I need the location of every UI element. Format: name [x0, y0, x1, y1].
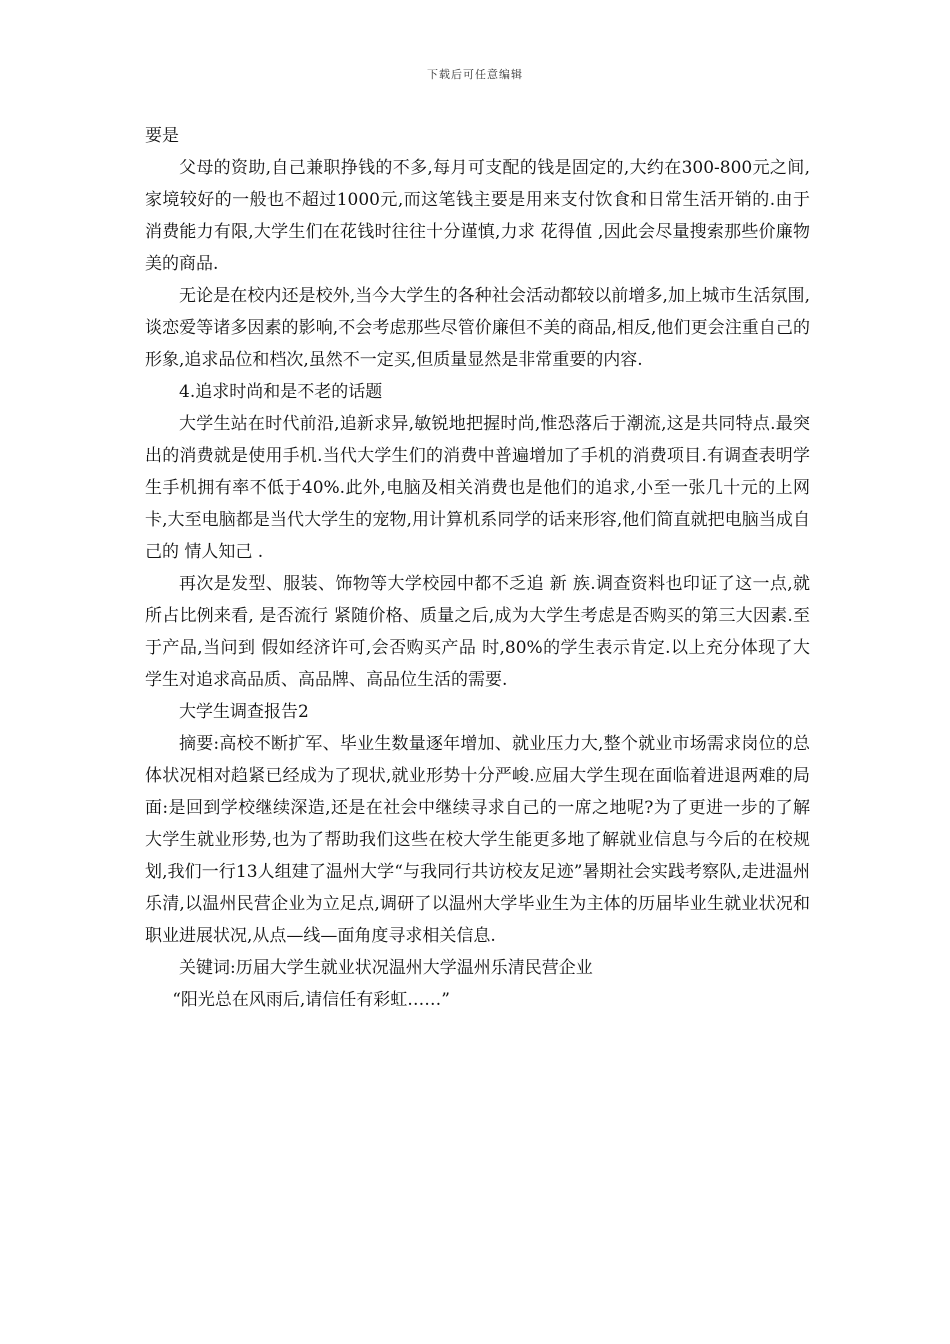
paragraph-quality: 无论是在校内还是校外,当今大学生的各种社会活动都较以前增多,加上城市生活氛围,谈恋爱等诸多因素的影响,不会考虑那些尽管价廉但不美的商品,相反,他们更会注重自己的形象,追求品位和档次,虽然不一定买,但质量显然是非常重要的内容. — [145, 286, 810, 370]
paragraph-quote: “阳光总在风雨后,请信任有彩虹……” — [172, 990, 450, 1010]
section-heading-fashion: 4.追求时尚和是不老的话题 — [179, 382, 383, 402]
paragraph-fashion-style: 再次是发型、服装、饰物等大学校园中都不乏追 新 族.调查资料也印证了这一点,就所占比例来看, 是否流行 紧随价格、质量之后,成为大学生考虑是否购买的第三大因素.至于产品,当问到 假如经济许可,会否购买产品 时,80%的学生表示肯定.以上充分体现了大学生对追求高品质、高品牌、高品位生活的需要. — [145, 574, 810, 690]
paragraph-continuation: 要是 — [145, 126, 179, 146]
paragraph-abstract: 摘要:高校不断扩军、毕业生数量逐年增加、就业压力大,整个就业市场需求岗位的总体状况相对趋紧已经成为了现状,就业形势十分严峻.应届大学生现在面临着进退两难的局面:是回到学校继续深造,还是在社会中继续寻求自己的一席之地呢?为了更进一步的了解大学生就业形势,也为了帮助我们这些在校大学生能更多地了解就业信息与今后的在校规划,我们一行13人组建了温州大学“与我同行共访校友足迹”暑期社会实践考察队,走进温州乐清,以温州民营企业为立足点,调研了以温州大学毕业生为主体的历届毕业生就业状况和职业进展状况,从点—线—面角度寻求相关信息. — [145, 734, 810, 946]
report-title: 大学生调查报告2 — [179, 702, 309, 722]
document-body — [145, 120, 810, 1016]
page-header: 下载后可任意编辑 — [427, 68, 523, 81]
paragraph-keywords: 关键词:历届大学生就业状况温州大学温州乐清民营企业 — [179, 958, 593, 978]
paragraph-fashion-phones: 大学生站在时代前沿,追新求异,敏锐地把握时尚,惟恐落后于潮流,这是共同特点.最突出的消费就是使用手机.当代大学生们的消费中普遍增加了手机的消费项目.有调查表明学生手机拥有率不低于40%.此外,电脑及相关消费也是他们的追求,小至一张几十元的上网卡,大至电脑都是当代大学生的宠物,用计算机系同学的话来形容,他们简直就把电脑当成自己的 情人知己 . — [145, 414, 810, 562]
paragraph-budget: 父母的资助,自己兼职挣钱的不多,每月可支配的钱是固定的,大约在300-800元之间,家境较好的一般也不超过1000元,而这笔钱主要是用来支付饮食和日常生活开销的.由于消费能力有限,大学生们在花钱时往往十分谨慎,力求 花得值 ,因此会尽量搜索那些价廉物美的商品. — [145, 158, 810, 274]
